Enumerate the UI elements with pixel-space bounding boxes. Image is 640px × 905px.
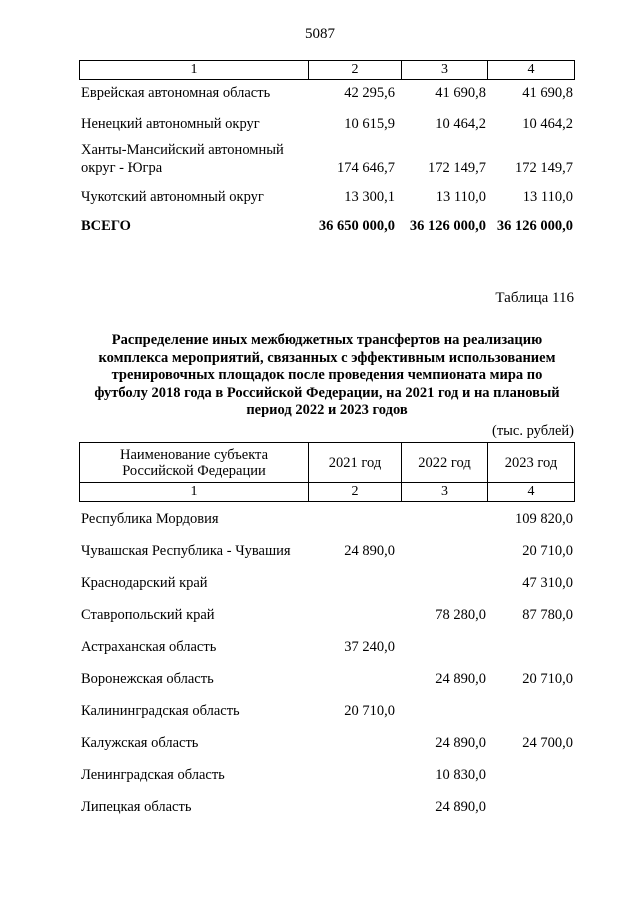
header-2022: 2022 год: [418, 454, 471, 471]
value-2023: 87 780,0: [522, 607, 573, 623]
top-table-number-header: [79, 60, 575, 80]
total-row: [79, 216, 575, 236]
total-2021: 36 650 000,0: [318, 218, 395, 234]
column-number: 1: [190, 484, 198, 499]
value-2021: 37 240,0: [344, 639, 395, 655]
title-line: футболу 2018 года в Российской Федерации, на 2021 год и на плановый: [94, 384, 560, 401]
table-row: [79, 573, 575, 593]
value-2021: 174 646,7: [337, 160, 395, 176]
table-row: [79, 605, 575, 625]
region-name: Калининградская область: [81, 703, 240, 719]
table-row: [79, 669, 575, 689]
title-line: комплекса мероприятий, связанных с эффективным использованием: [98, 349, 556, 366]
units-note: (тыс. рублей): [492, 423, 574, 439]
value-2022: 10 464,2: [435, 116, 486, 132]
header-2021: 2021 год: [328, 454, 382, 471]
value-2023: 20 710,0: [522, 543, 573, 559]
value-2021: 13 300,1: [344, 189, 395, 205]
title-line: Распределение иных межбюджетных трансфертов на реализацию: [111, 332, 543, 348]
header-region-name: [80, 443, 308, 482]
table-row: [79, 637, 575, 657]
column-number: 3: [441, 484, 448, 499]
column-number: 3: [441, 62, 448, 77]
region-name: Республика Мордовия: [81, 511, 219, 527]
value-2021: 42 295,6: [344, 85, 395, 101]
region-name: Чувашская Республика - Чувашия: [81, 543, 291, 559]
value-2022: 172 149,7: [428, 160, 486, 176]
table-header: [79, 442, 575, 502]
value-2022: 24 890,0: [435, 799, 486, 815]
value-2021: 24 890,0: [344, 543, 395, 559]
table-row: [79, 765, 575, 785]
header-line: Наименование субъекта: [119, 446, 269, 463]
value-2023: 24 700,0: [522, 735, 573, 751]
region-name-line: округ - Югра: [81, 160, 163, 176]
table-row: [79, 797, 575, 817]
region-name: Липецкая область: [81, 799, 192, 815]
value-2022: 24 890,0: [435, 735, 486, 751]
table-title: [79, 332, 575, 420]
value-2022: 78 280,0: [435, 607, 486, 623]
region-name: Ленинградская область: [81, 767, 225, 783]
region-name-line: Ханты-Мансийский автономный: [81, 142, 284, 158]
title-line: период 2022 и 2023 годов: [246, 402, 408, 418]
total-2023: 36 126 000,0: [496, 218, 573, 234]
column-number: 2: [351, 484, 359, 499]
header-line: Российской Федерации: [122, 462, 266, 479]
region-name: Воронежская область: [81, 671, 214, 687]
column-number: 4: [527, 62, 535, 77]
table-row: [79, 701, 575, 721]
value-2022: 41 690,8: [435, 85, 486, 101]
column-number: 2: [351, 62, 359, 77]
region-name: Ставропольский край: [81, 607, 215, 623]
table-row: [79, 733, 575, 753]
total-2022: 36 126 000,0: [409, 218, 486, 234]
value-2022: 13 110,0: [435, 189, 486, 205]
table-row: [79, 83, 575, 103]
value-2022: 10 830,0: [435, 767, 486, 783]
value-2023: 10 464,2: [522, 116, 573, 132]
region-name: Еврейская автономная область: [81, 85, 271, 101]
total-label: ВСЕГО: [81, 218, 131, 234]
value-2022: 24 890,0: [435, 671, 486, 687]
value-2023: 13 110,0: [522, 189, 573, 205]
table-row: [79, 114, 575, 134]
value-2023: 20 710,0: [522, 671, 573, 687]
value-2023: 47 310,0: [522, 575, 573, 591]
region-name: Калужская область: [81, 735, 199, 751]
value-2023: 41 690,8: [522, 85, 573, 101]
region-name: Ненецкий автономный округ: [81, 116, 260, 132]
value-2023: 172 149,7: [515, 160, 573, 176]
table-label: Таблица 116: [495, 290, 574, 306]
region-name: Чукотский автономный округ: [81, 189, 264, 205]
region-name: Краснодарский край: [81, 575, 208, 591]
table-row: [79, 187, 575, 207]
value-2021: 10 615,9: [344, 116, 395, 132]
region-name: Астраханская область: [81, 639, 217, 655]
page-number: 5087: [305, 26, 335, 42]
header-2023: 2023 год: [504, 454, 558, 471]
column-number: 4: [527, 484, 535, 499]
table-row: [79, 140, 575, 180]
title-line: тренировочных площадок после проведения чемпионата мира по: [111, 367, 543, 383]
column-number: 1: [190, 62, 198, 77]
value-2023: 109 820,0: [515, 511, 573, 527]
table-row: [79, 541, 575, 561]
value-2021: 20 710,0: [344, 703, 395, 719]
table-row: [79, 509, 575, 529]
